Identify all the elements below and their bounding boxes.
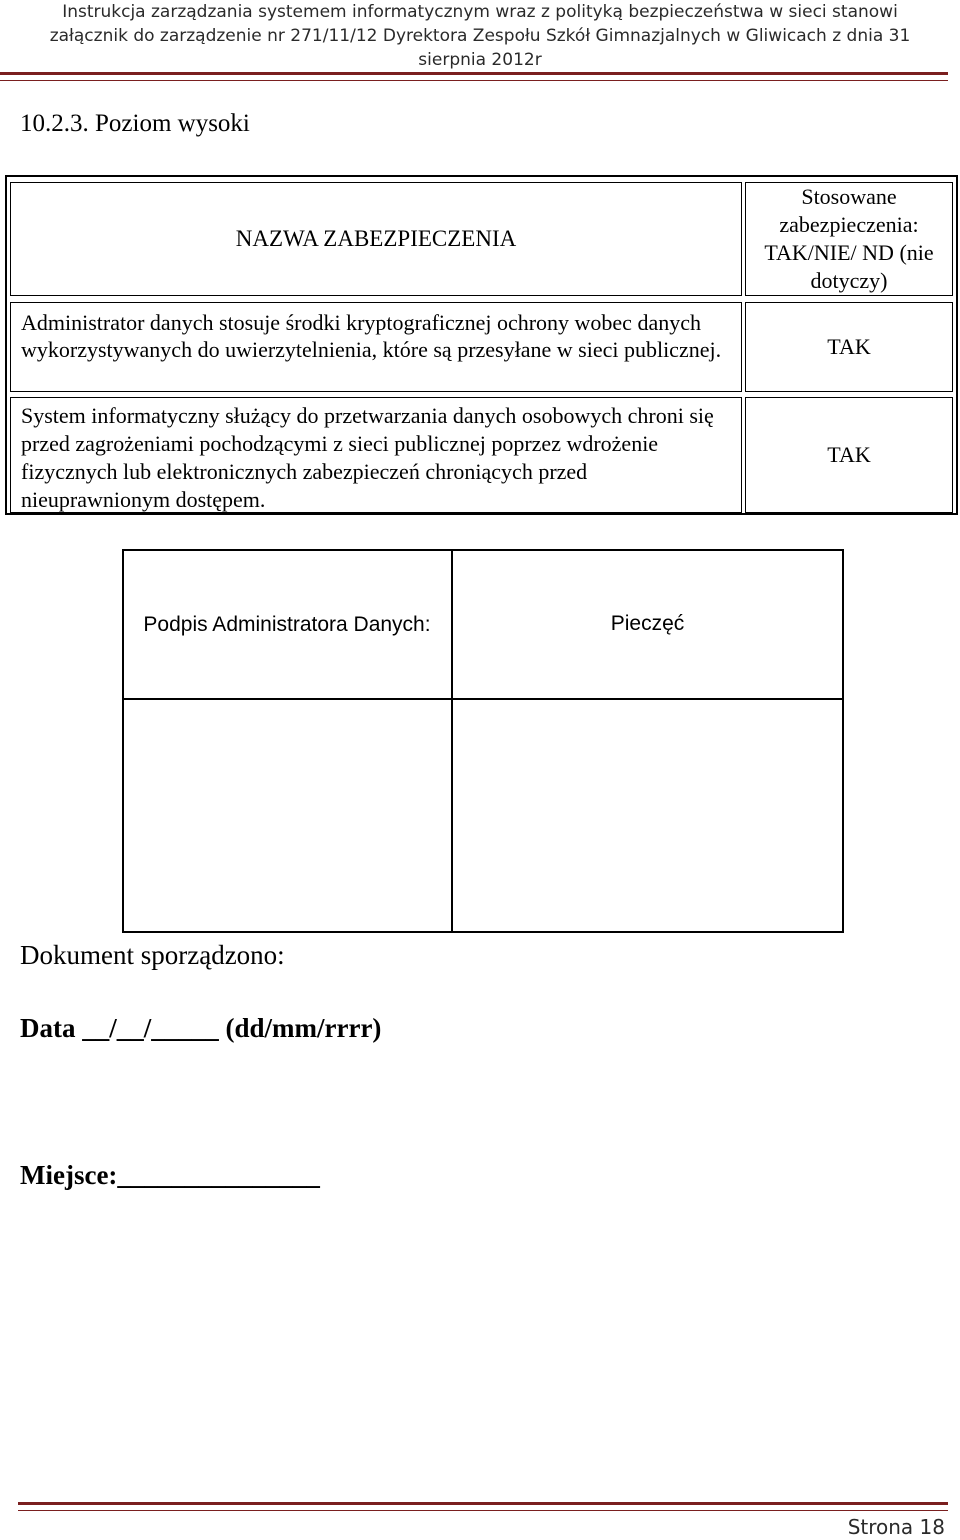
table-row-1-text: Administrator danych stosuje środki kryptograficznej ochrony wobec danych wykorzystywanych do uwierzytelnienia, które są przesyłane w sieci publicznej. xyxy=(10,302,742,392)
stamp-label: Pieczęć xyxy=(610,612,685,635)
header-rule xyxy=(0,72,948,81)
col-name-header: NAZWA ZABEZPIECZENIA xyxy=(10,182,742,296)
document-made-label: Dokument sporządzono: xyxy=(20,940,285,970)
table-row-2-text: System informatyczny służący do przetwarzania danych osobowych chroni się przed zagrożeniami pochodzącymi z sieci publicznej poprzez wdrożenie fizycznych lub elektronicznych zabezpieczeń chroniących przed nieuprawnionym dostępem. xyxy=(10,397,742,513)
place-line: Miejsce:_______________ xyxy=(20,1160,320,1190)
stamp-field xyxy=(453,700,842,931)
header-line-1: Instrukcja zarządzania systemem informatycznym wraz z polityką bezpieczeństwa w sieci stanowi xyxy=(62,2,898,22)
header-line-2: załącznik do zarządzenie nr 271/11/12 Dyrektora Zespołu Szkół Gimnazjalnych w Gliwicach z dnia 31 xyxy=(49,26,911,46)
table-row-1-value: TAK xyxy=(745,302,953,392)
table-row-2-value: TAK xyxy=(745,397,953,513)
page-number: Strona 18 xyxy=(847,1515,945,1539)
date-line: Data __/__/_____ (dd/mm/rrrr) xyxy=(20,1013,382,1043)
page-header xyxy=(0,0,960,72)
section-title: 10.2.3. Poziom wysoki xyxy=(20,110,250,137)
col-applied-header: Stosowane zabezpieczenia: TAK/NIE/ ND (nie dotyczy) xyxy=(745,182,953,296)
header-line-3: sierpnia 2012r xyxy=(418,50,542,70)
admin-signature-field xyxy=(124,700,450,931)
footer-rule xyxy=(18,1502,948,1511)
admin-signature-label: Podpis Administratora Danych: xyxy=(143,612,431,636)
